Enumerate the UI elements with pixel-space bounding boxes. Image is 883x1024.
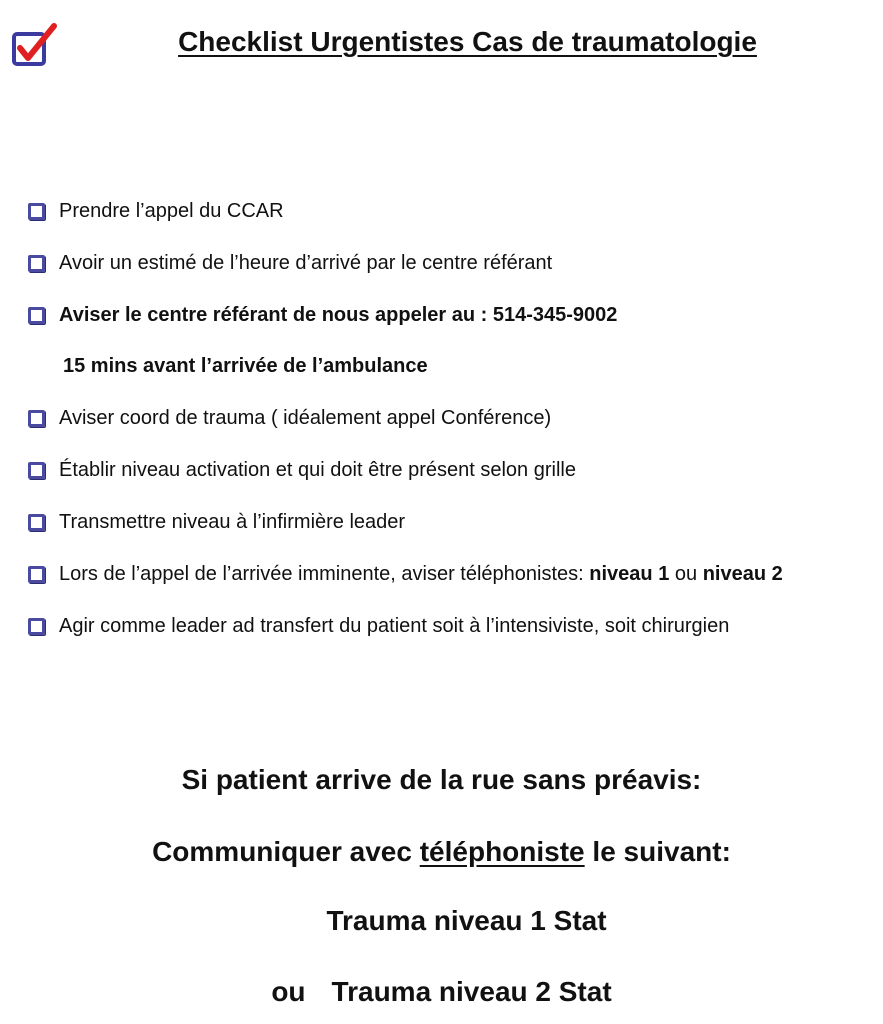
telephoniste-word: téléphoniste: [419, 836, 585, 867]
checklist-item[interactable]: [28, 563, 783, 586]
level-2-label: niveau 2: [702, 563, 783, 585]
checklist-item-text: [59, 563, 783, 586]
checklist-item-text: Avoir un estimé de l’heure d’arrivé par le centre référant: [59, 252, 553, 274]
checklist-item[interactable]: [28, 407, 551, 430]
checkbox[interactable]: [28, 410, 45, 427]
trauma-level-2-text: Trauma niveau 2 Stat: [331, 976, 612, 1007]
checklist-item[interactable]: [28, 459, 576, 482]
checklist-item-text: Transmettre niveau à l’infirmière leader: [59, 511, 406, 533]
page-title: Checklist Urgentistes Cas de traumatologie: [178, 26, 757, 57]
checklist-item-text: Aviser le centre référant de nous appeler au : 514-345-9002: [59, 304, 618, 326]
checklist-item-text: Agir comme leader ad transfert du patient soit à l’intensiviste, soit chirurgien: [59, 615, 730, 637]
checkbox[interactable]: [28, 307, 45, 324]
checkbox[interactable]: [28, 462, 45, 479]
no-notice-heading: Si patient arrive de la rue sans préavis:: [181, 764, 702, 795]
or-text: ou: [271, 976, 306, 1007]
checklist-item[interactable]: [28, 252, 552, 275]
communicate-prefix: Communiquer avec: [152, 836, 420, 867]
checkbox[interactable]: [28, 255, 45, 272]
checklist-item-continuation: 15 mins avant l’arrivée de l’ambulance: [63, 355, 428, 377]
connector-text: ou: [669, 563, 703, 585]
checklist-item-text: Établir niveau activation et qui doit être présent selon grille: [59, 459, 576, 481]
checklist-item-text: Aviser coord de trauma ( idéalement appel Conférence): [59, 407, 552, 429]
checkbox[interactable]: [28, 566, 45, 583]
checklist-item-text: Prendre l’appel du CCAR: [59, 200, 284, 222]
checklist-item[interactable]: [28, 511, 405, 534]
checkbox[interactable]: [28, 618, 45, 635]
checklist-item[interactable]: [28, 615, 729, 638]
communicate-line: [0, 836, 883, 868]
checkbox[interactable]: [28, 203, 45, 220]
checklist-item[interactable]: [28, 304, 617, 327]
checklist-item-text-prefix: Lors de l’appel de l’arrivée imminente, aviser téléphonistes:: [59, 563, 590, 585]
trauma-level-2-line: [0, 976, 883, 1008]
level-1-label: niveau 1: [589, 563, 670, 585]
checklist-item[interactable]: [28, 200, 284, 223]
checkbox[interactable]: [28, 514, 45, 531]
communicate-suffix: le suivant:: [584, 836, 731, 867]
trauma-level-1-line: Trauma niveau 1 Stat: [326, 905, 607, 936]
